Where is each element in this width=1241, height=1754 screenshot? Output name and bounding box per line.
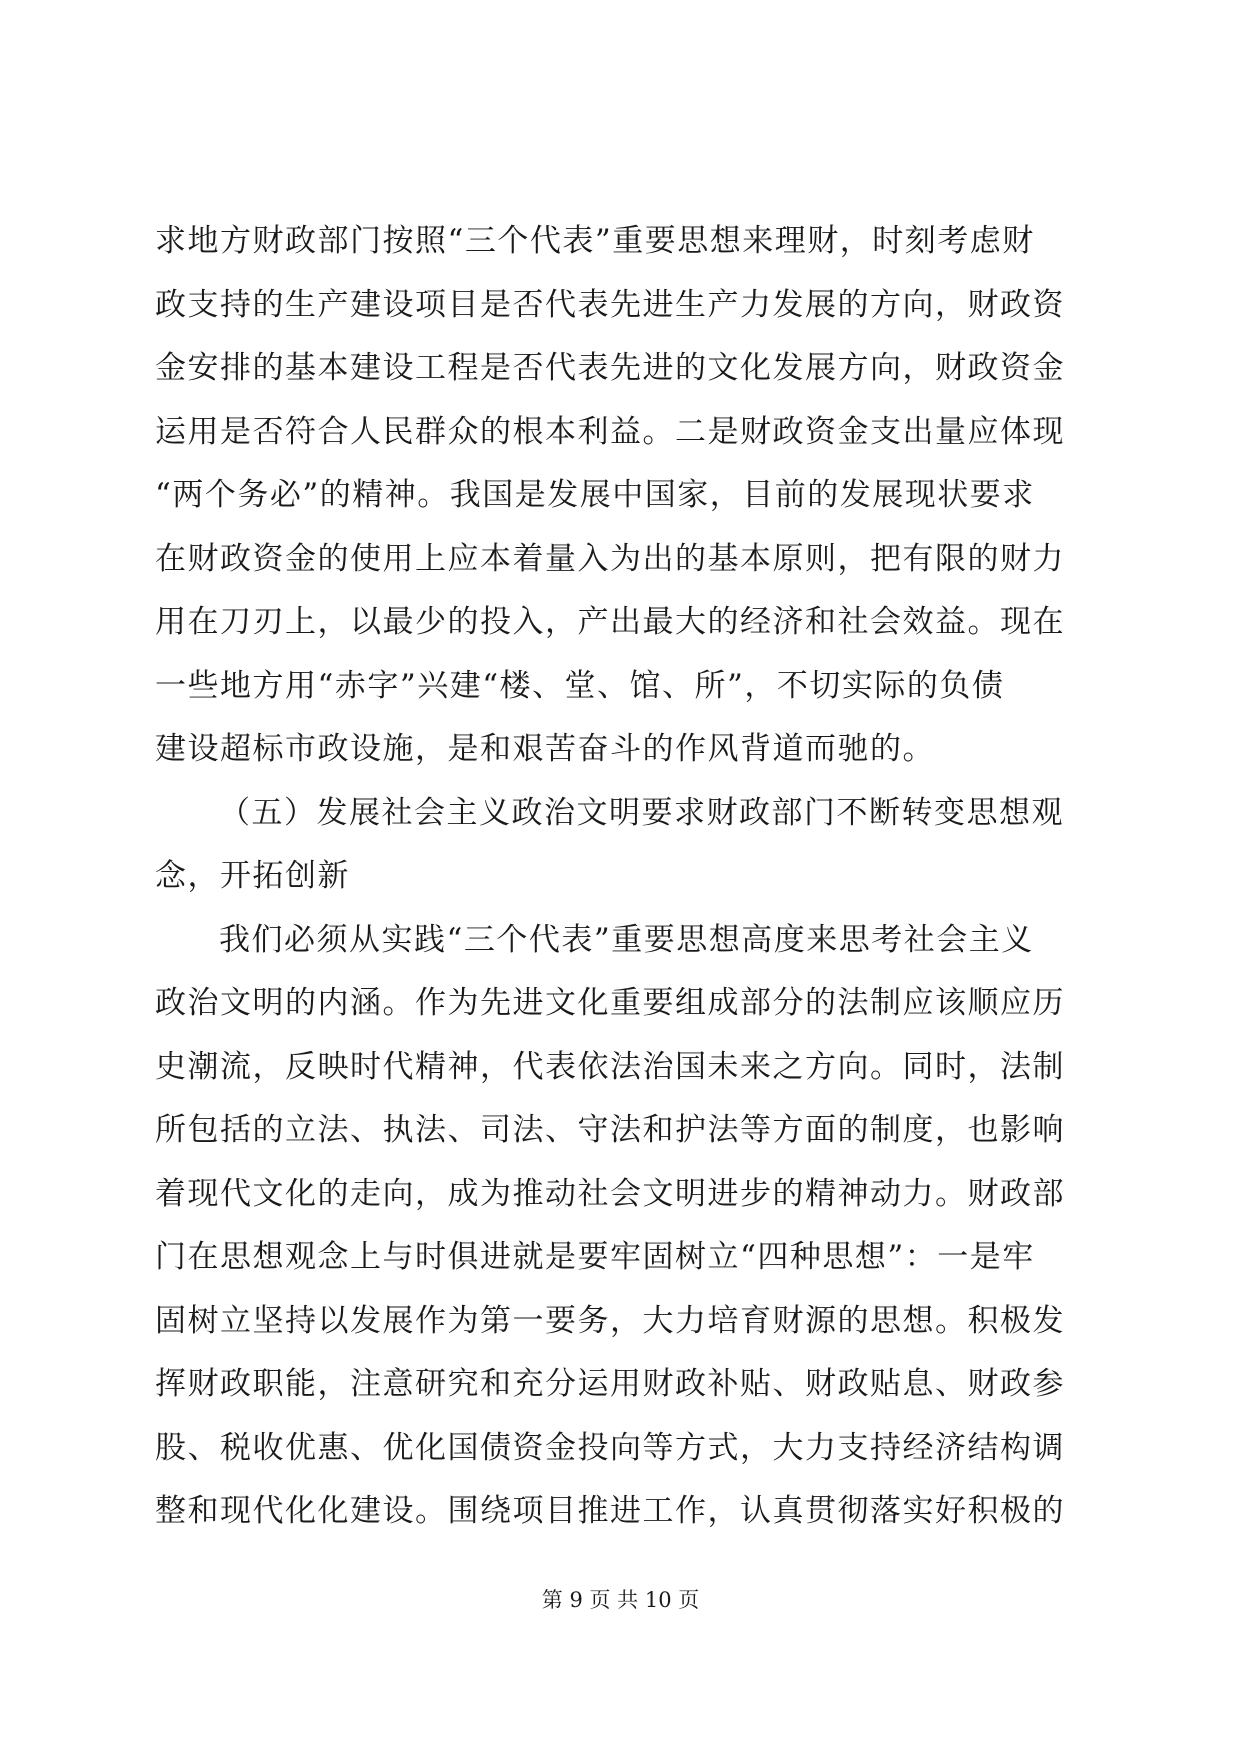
section-heading-line: 念，开拓创新 [155, 858, 350, 894]
text-line: 我们必须从实践“三个代表”重要思想高度来思考社会主义 [219, 921, 1034, 958]
text-line: 金安排的基本建设工程是否代表先进的文化发展方向，财政资金 [155, 350, 1065, 386]
text-line: 求地方财政部门按照“三个代表”重要思想来理财，时刻考虑财 [155, 223, 1035, 259]
text-line: 史潮流，反映时代精神，代表依法治国未来之方向。同时，法制 [155, 1048, 1065, 1085]
text-line: 建设超标市政设施，是和艰苦奋斗的作风背道而驰的。 [155, 731, 935, 767]
body-text [155, 210, 1085, 1544]
text-line: 用在刀刃上，以最少的投入，产出最大的经济和社会效益。现在 [155, 604, 1065, 640]
text-line: 固树立坚持以发展作为第一要务，大力培育财源的思想。积极发 [155, 1302, 1065, 1339]
section-heading-line: （五）发展社会主义政治文明要求财政部门不断转变思想观 [219, 794, 1064, 831]
text-line: 门在思想观念上与时俱进就是要牢固树立“四种思想”：一是牢 [155, 1239, 1035, 1275]
text-line: “两个务必”的精神。我国是发展中国家，目前的发展现状要求 [155, 477, 1035, 513]
text-line: 着现代文化的走向，成为推动社会文明进步的精神动力。财政部 [155, 1175, 1065, 1212]
text-line: 在财政资金的使用上应本着量入为出的基本原则，把有限的财力 [155, 540, 1065, 577]
text-line: 一些地方用“赤字”兴建“楼、堂、馆、所”，不切实际的负债 [155, 667, 1005, 704]
text-line: 所包括的立法、执法、司法、守法和护法等方面的制度，也影响 [155, 1112, 1065, 1148]
page-number-footer: 第 9 页 共 10 页 [541, 1588, 700, 1612]
text-line: 政支持的生产建设项目是否代表先进生产力发展的方向，财政资 [155, 286, 1065, 323]
text-line: 挥财政职能，注意研究和充分运用财政补贴、财政贴息、财政参 [155, 1366, 1065, 1402]
text-line: 股、税收优惠、优化国债资金投向等方式，大力支持经济结构调 [155, 1429, 1065, 1466]
text-line: 政治文明的内涵。作为先进文化重要组成部分的法制应该顺应历 [155, 985, 1065, 1021]
text-line: 运用是否符合人民群众的根本利益。二是财政资金支出量应体现 [155, 413, 1065, 450]
text-line: 整和现代化化建设。围绕项目推进工作，认真贯彻落实好积极的 [155, 1493, 1065, 1529]
